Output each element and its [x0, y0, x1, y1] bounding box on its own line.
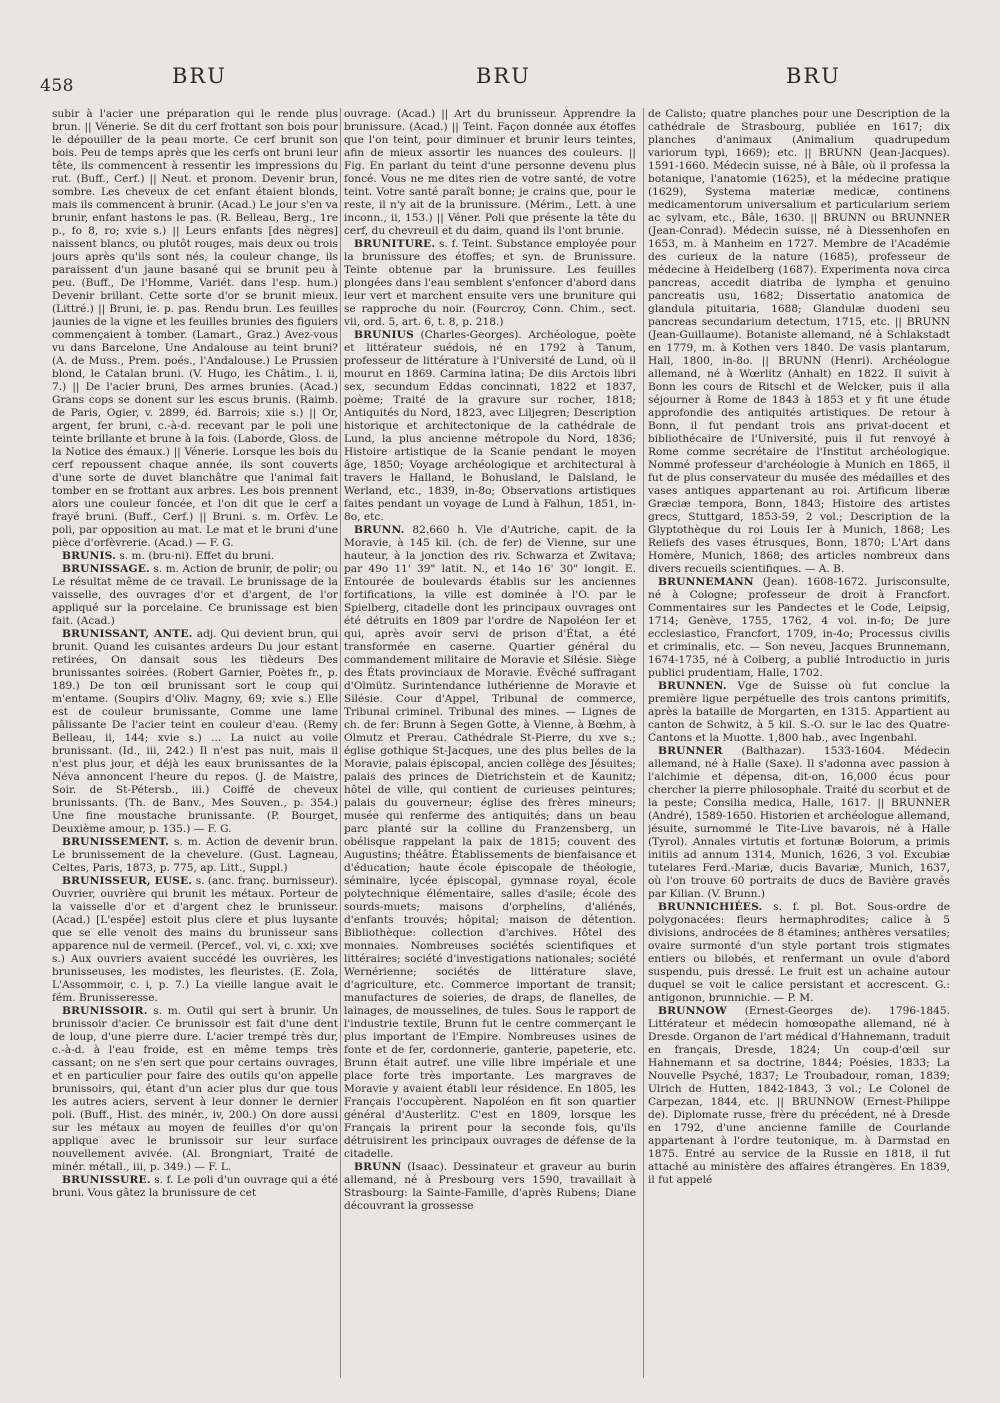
entry-body: s. f. pl. Bot. Sous-ordre de polygonacées: fleurs hermaphrodites; calice à 5 divisions, androcées de 8 étamines; anthères versatiles; ovaire surmonté d'un style portant trois stigmates entiers ou bilobés, et renfermant un ovule d'abord suspendu, puis dressé. Le fruit est un achaine autour duquel se voit le calice persistant et accrescent. G.: antigonon, brunnichie. — P. M.: [648, 901, 950, 1004]
entry-body: (Isaac). Dessinateur et graveur au burin allemand, né à Presbourg vers 1590, travaillait à Strasbourg: la Sainte-Famille, d'après Rubens; Diane découvrant la grossesse: [344, 1161, 636, 1212]
dictionary-entry: [648, 576, 950, 680]
entry-body: s. f. Le poli d'un ouvrage qui a été bruni. Vous gâtez la brunissure de cet: [52, 1174, 338, 1199]
dictionary-entry: [52, 875, 338, 1005]
page-number: 458: [40, 76, 74, 96]
entry-body: s. (anc. franç. burnisseur). Ouvrier, ouvrière qui brunit les métaux. Porteur de la vaisselle d'or et d'argent chez le brunisseur. (Acad.) [L'espée] estoit plus clere et plus luysante que se elle venoit des mains du brunisseur sans apparence nul de vermeil. (Percef., vol. vi, c. xxi; xve s.) Aux ouvriers avaient succédé les ouvrières, les brunisseuses, les modistes, les fleuristes. (E. Zola, L'Assommoir, c. i, p. 7.) La vieille langue avait le fém. Brunisseresse.: [52, 875, 338, 1004]
entry-body: s. m. Action de devenir brun. Le brunissement de la chevelure. (Gust. Lagneau, Celtes, Paris, 1873, p. 775, ap. Litt., Suppl.): [52, 836, 338, 874]
running-head-right: BRU: [786, 64, 841, 88]
dictionary-entry: [52, 1174, 338, 1200]
continued-text: [648, 108, 950, 576]
entry-body: s. m. Outil qui sert à brunir. Un brunissoir d'acier. Ce brunissoir est fait d'une dent de loup, d'une pierre dure. L'acier trempé très dur, c.-à-d. à l'eau froide, est en même temps très cassant; on ne s'en sert que pour certains ouvrages, et en particulier pour faire des outils qu'on appelle brunissoirs, qui, étant d'un acier plus dur que tous les autres aciers, servent à leur donner le dernier poli. (Buff., Hist. des minér., iv, 200.) On dore aussi sur les métaux au moyen de feuilles d'or qu'on applique avec le brunissoir sur leur surface nouvellement avivée. (Al. Brongniart, Traité de minér. métall., iii, p. 349.) — F. L.: [52, 1005, 338, 1173]
entry-headword: BRUNISSANT, ANTE.: [62, 628, 193, 640]
entry-headword: BRUNISSURE.: [62, 1174, 151, 1186]
text-column-3: [648, 108, 950, 1388]
entry-headword: BRUNNEMANN: [658, 576, 754, 588]
dictionary-entry: [344, 238, 636, 329]
column-divider: [340, 108, 341, 1378]
continued-text: [344, 108, 636, 238]
dictionary-entry: [648, 745, 950, 901]
column-divider: [643, 108, 644, 1378]
running-head-left: BRU: [172, 64, 227, 88]
entry-headword: BRUNN: [354, 1161, 402, 1173]
dictionary-entry: [52, 563, 338, 628]
entry-headword: BRUNNICHIÉES.: [658, 901, 763, 913]
entry-headword: BRUNISSEMENT.: [62, 836, 170, 848]
dictionary-entry: [344, 329, 636, 524]
entry-body: subir à l'acier une préparation qui le rende plus brun. || Vénerie. Se dit du cerf frottant son bois pour le dépouiller de la peau morte. Ce cerf brunit son bois. Peu de temps après que les cerfs ont bruni leur tête, ils commencent à ressentir les impressions du rut. (Buff., Cerf.) || Neut. et pronom. Devenir brun, sombre. Les cheveux de cet enfant étaient blonds, mais ils commencent à brunir. (Acad.) Le jour s'en va brunir, enfant hastons le pas. (R. Belleau, Berg., 1re p., fo 8, ro; xvie s.) || Leurs enfants [des nègres] naissent blancs, ou plutôt rouges, mais deux ou trois jours après qu'ils sont nés, la couleur change, ils paraissent d'un jaune basané qui se brunit peu à peu. (Buff., De l'Homme, Variét. dans l'esp. hum.) Devenir brillant. Cette sorte d'or se brunit mieux. (Littré.) || Bruni, ie. p. pas. Rendu brun. Les feuilles jaunies de la vigne et les feuilles brunies des figuiers commençaient à tomber. (Lamart., Graz.) Avez-vous vu dans Barcelone, Une Andalouse au teint bruni? (A. de Muss., Prem. poés., l'Andalouse.) Le Prussien blond, le Catalan bruni. (V. Hugo, les Châtim., l. ii, 7.) || De l'acier bruni, Des armes brunies. (Acad.) Grans cops se donent sur les escus brunis. (Raimb. de Paris, Ogier, v. 2899, éd. Barrois; xiie s.) || Or, argent, fer bruni, c.-à-d. recevant par le poli une teinte brillante et brune à la fois. (Laborde, Gloss. de la Notice des émaux.) || Vénerie. Lorsque les bois du cerf repoussent chaque année, ils sont couverts d'une sorte de duvet blanchâtre que l'animal fait tomber en se frottant aux arbres. Les bois prennent alors une couleur foncée, et l'on dit que le cerf a frayé bruni. (Buff., Cerf.) || Bruni. s. m. Orfèv. Le poli, par opposition au mat. Le mat et le bruni d'une pièce d'orfèvrerie. (Acad.) — F. G.: [52, 108, 338, 549]
dictionary-entry: [52, 550, 338, 563]
continued-text: [52, 108, 338, 550]
entry-body: (Jean). 1608-1672. Jurisconsulte, né à Cologne; professeur de droit à Francfort. Commentaires sur les Pandectes et le Code, Leipsig, 1714; Genève, 1755, 1762, 4 vol. in-fo; De jure ecclesiastico, Francfort, 1709, in-4o; Processus civilis et criminalis, etc. — Son neveu, Jacques Brunnemann, 1674-1735, né à Colberg, a publié Introductio in juris publici prudentiam, Halle, 1702.: [648, 576, 950, 679]
dictionary-entry: [344, 524, 636, 1161]
entry-headword: BRUNN.: [354, 524, 405, 536]
entry-body: ouvrage. (Acad.) || Art du brunisseur. Apprendre la brunissure. (Acad.) || Teint. Façon donnée aux étoffes que l'on teint, pour diminuer et brunir leurs teintes, afin de mieux assortir les nuances des couleurs. || Fig. En parlant du teint d'une personne devenu plus foncé. Vous ne me dites rien de votre santé, de votre teint. Votre santé paraît bonne; je crains que, pour le reste, il n'y ait de la brunissure. (Mérim., Lett. à une inconn., ii, 153.) || Véner. Poli que présente la tête du cerf, du chevreuil et du daim, quand ils l'ont brunie.: [344, 108, 636, 237]
page-header: [0, 62, 1000, 102]
dictionary-entry: [648, 680, 950, 745]
running-head-center: BRU: [476, 64, 531, 88]
entry-headword: BRUNIS.: [62, 550, 116, 562]
entry-body: de Calisto; quatre planches pour une Description de la cathédrale de Strasbourg, publiée en 1617; dix planches d'animaux (Animalium quadrupedum variorum typi, 1669); etc. || BRUNN (Jean-Jacques). 1591-1660. Médecin suisse, né à Bâle, où il professa la botanique, l'anatomie (1625), et la médecine pratique (1629), Systema materiæ medicæ, continens medicamentorum universalium et particularium seriem ac sylvam, etc., Bâle, 1630. || BRUNN ou BRUNNER (Jean-Conrad). Médecin suisse, né à Diessenhofen en 1653, m. à Manheim en 1727. Membre de l'Académie des curieux de la nature (1685), professeur de médecine à Heidelberg (1687). Experimenta nova circa pancreas, accedit diatriba de lympha et genuino pancreatis usu, 1682; Dissertatio anatomica de glandula pituitaria, 1688; Glandulæ duodeni seu pancreas secundarium detectum, 1715, etc. || BRUNN (Jean-Guillaume). Botaniste allemand, né à Schlakstadt en 1779, m. à Kothen vers 1840. De vasis plantarum, Hall, 1800, in-8o. || BRUNN (Henri). Archéologue allemand, né à Wœrlitz (Anhalt) en 1822. Il suivit à Bonn les cours de Ritschl et de Welcker, puis il alla séjourner à Rome de 1843 à 1853 et y fit une étude approfondie des antiquités artistiques. De retour à Bonn, il fut pendant trois ans privat-docent et bibliothécaire de l'Université, puis il fut renvoyé à Rome comme secrétaire de l'Institut archéologique. Nommé professeur d'archéologie à Munich en 1865, il fut de plus conservateur du musée des médailles et des vases antiques appartenant au roi. Artificum liberæ Græciæ tempora, Bonn, 1843; Histoire des artistes grecs, Stuttgard, 1853-59, 2 vol.; Description de la Glyptothèque du roi Louis Ier à Munich, 1868; Les Reliefs des vases étrusques, Bonn, 1870; L'Art dans Homère, Munich, 1868; des articles nombreux dans divers recueils scientifiques. — A. B.: [648, 108, 950, 575]
entry-body: s. m. Action de brunir, de polir; ou Le résultat même de ce travail. Le brunissage de la vaisselle, des ouvrages d'or et d'argent, de l'or appliqué sur la porcelaine. Ce brunissage est bien fait. (Acad.): [52, 563, 338, 627]
dictionary-entry: [52, 836, 338, 875]
text-column-1: [52, 108, 338, 1388]
entry-headword: BRUNNEN.: [658, 680, 727, 692]
entry-body: 82.660 h. Vle d'Autriche, capit. de la Moravie, à 145 kil. (ch. de fer) de Vienne, sur une hauteur, à la jonction des riv. Schwarza et Zwitava; par 49o 11' 39" latit. N., et 14o 16' 30" longit. E. Entourée de boulevards établis sur les anciennes fortifications, la ville est dominée à l'O. par le Spielberg, citadelle dont les principaux ouvrages ont été détruits en 1809 par l'ordre de Napoléon Ier et qui, après avoir servi de prison d'État, a été transformée en caserne. Quartier général du commandement militaire de Moravie et Silésie. Siège des États provinciaux de Moravie. Évêché suffragant d'Olmütz. Surintendance luthérienne de Moravie et Silésie. Cour d'Appel, Tribunal de commerce, Tribunal criminel. Tribunal des mines. — Lignes de ch. de fer: Brunn à Segen Gotte, à Vienne, à Bœhm, à Olmutz et Prerau. Cathédrale St-Pierre, du xve s.; église gothique St-Jacques, une des plus belles de la Moravie, palais épiscopal, ancien collège des Jésuites; palais des princes de Dietrichstein et de Kaunitz; hôtel de ville, qui contient de curieuses peintures; palais du gouverneur; église des frères mineurs; musée qui renferme des antiquités; dans un beau parc planté sur la colline du Franzensberg, un obélisque rappelant la paix de 1815; couvent des Augustins; théâtre. Établissements de bienfaisance et d'éducation; haute école épiscopale de théologie, séminaire, lycée épiscopal, gymnase royal, école polytechnique élémentaire, salles d'asile; école des sourds-muets; maisons d'orphelins, d'aliénés, d'enfants trouvés; hôpital; maison de détention. Bibliothèque: collection d'archives. Hôtel des monnaies. Nombreuses sociétés scientifiques et littéraires; société d'investigations nationales; société Wernérienne; sociétés de littérature slave, d'agriculture, etc. Commerce important de transit; manufactures de soieries, de draps, de flanelles, de lainages, de mousselines, de tules. Sous le rapport de l'industrie textile, Brunn fut le centre commerçant le plus important de l'Empire. Nombreuses usines de fonte et de fer, cordonnerie, ganterie, papeterie, etc. Brunn était autref. une ville libre impériale et une place forte très importante. Les margraves de Moravie y avaient établi leur résidence. En 1805, les Français l'occupèrent. Napoléon en fit son quartier général d'Austerlitz. C'est en 1809, lorsque les Français la prirent pour la seconde fois, qu'ils détruisirent les principaux ouvrages de défense de la citadelle.: [344, 524, 636, 1160]
entry-body: Vge de Suisse où fut conclue la première ligue perpétuelle des trois cantons primitifs, après la bataille de Morgarten, en 1315. Appartient au canton de Schwitz, à 5 kil. S.-O. sur le lac des Quatre-Cantons et la Muotte. 1,800 hab., avec Ingenbahl.: [648, 680, 950, 744]
entry-headword: BRUNITURE.: [354, 238, 436, 250]
entry-body: s. f. Teint. Substance employée pour la brunissure des étoffes; et syn. de Brunissure. Teinte obtenue par la brunissure. Les feuilles plongées dans l'eau semblent s'enfoncer d'abord dans leur vert et marchent ensuite vers une bruniture qui se rapproche du noir. (Fourcroy, Conn. Chim., sect. vii, ord. 5, art. 6, t. 8, p. 218.): [344, 238, 636, 328]
entry-headword: BRUNISSOIR.: [62, 1005, 148, 1017]
entry-body: (Charles-Georges). Archéologue, poète et littérateur suédois, né en 1792 à Tanum, professeur de littérature à l'Université de Lund, où il mourut en 1869. Carmina latina; De diis Arctois libri sex, secundum Eddas concinnati, 1822 et 1837, poème; Traité de la gravure sur rocher, 1818; Antiquités du Nord, 1823, avec Liljegren; Description historique et architectonique de la cathédrale de Lund, la plus ancienne métropole du Nord, 1836; Histoire artistique de la Scanie pendant le moyen âge, 1850; Voyage archéologique et architectural à travers le Halland, le Bohusland, le Dalsland, le Werland, etc., 1839, in-8o; Observations artistiques faites pendant un voyage de Lund à Falhun, 1851, in-8o, etc.: [344, 329, 636, 523]
entry-headword: BRUNIUS: [354, 329, 414, 341]
entry-body: (Ernest-Georges de). 1796-1845. Littérateur et médecin homœopathe allemand, né à Dresde. Organon de l'art médical d'Hahnemann, traduit en français, Dresde, 1824; Un coup-d'œil sur Hahnemann et sa doctrine, 1844; Poésies, 1833; La Nouvelle Psyché, 1837; Le Troubadour, roman, 1839; Ulrich de Hutten, 1842-1843, 3 vol.; Le Colonel de Carpezan, 1844, etc. || BRUNNOW (Ernest-Philippe de). Diplomate russe, frère du précédent, né à Dresde en 1792, d'une ancienne famille de Courlande appartenant à l'ordre teutonique, m. à Darmstad en 1875. Entré au service de la Russie en 1818, il fut attaché au ministère des affaires étrangères. En 1839, il fut appelé: [648, 1005, 950, 1186]
dictionary-entry: [648, 1005, 950, 1187]
entry-body: s. m. (bru-ni). Effet du bruni.: [116, 550, 275, 562]
entry-body: (Balthazar). 1533-1604. Médecin allemand, né à Halle (Saxe). Il s'adonna avec passion à l'alchimie et dépensa, dit-on, 16,000 écus pour chercher la pierre philosophale. Traité du scorbut et de la peste; Consilia medica, Halle, 1617. || BRUNNER (André), 1589-1650. Historien et archéologue allemand, jésuite, surnommé le Tite-Live bavarois, né à Halle (Tyrol). Annales virtutis et fortunæ Boiorum, a primis initiis ad annum 1314, Munich, 1626, 3 vol. Excubiæ tutelares Ferd.-Mariæ, ducis Bavariæ, Munich, 1637, où l'on trouve 60 portraits de ducs de Bavière gravés par Kilian. (V. Brunn.): [648, 745, 950, 900]
dictionary-entry: [52, 628, 338, 836]
dictionary-entry: [344, 1161, 636, 1213]
entry-headword: BRUNNER: [658, 745, 723, 757]
entry-headword: BRUNISSAGE.: [62, 563, 150, 575]
entry-body: adj. Qui devient brun, qui brunit. Quand les cuisantes ardeurs Du jour estant retirées, On dansait sous les tièdeurs Des brunissantes soirées. (Robert Garnier, Poètes fr., p. 189.) De ton œil brunissant sort le coup qui m'entame. (Soupirs d'Oliv. Magny, 69; xvie s.) Elle est de couleur brunissante, Comme une lame pâlissante De l'acier teint en couleur d'eau. (Remy Belleau, ii, 144; xvie s.) ... La nuict au voile brunissant. (Id., iii, 242.) Il n'est pas nuit, mais il n'est plus jour, et déjà les eaux brunissantes de la Néva annoncent l'heure du repos. (J. de Maistre, Soir. de St-Pétersb., iii.) Coiffé de cheveux brunissants. (Th. de Banv., Mes Souven., p. 354.) Une fine moustache brunissante. (P. Bourget, Deuxième amour, p. 135.) — F. G.: [52, 628, 338, 835]
text-column-2: [344, 108, 636, 1388]
dictionary-entry: [52, 1005, 338, 1174]
entry-headword: BRUNISSEUR, EUSE.: [62, 875, 193, 887]
dictionary-entry: [648, 901, 950, 1005]
entry-headword: BRUNNOW: [658, 1005, 727, 1017]
